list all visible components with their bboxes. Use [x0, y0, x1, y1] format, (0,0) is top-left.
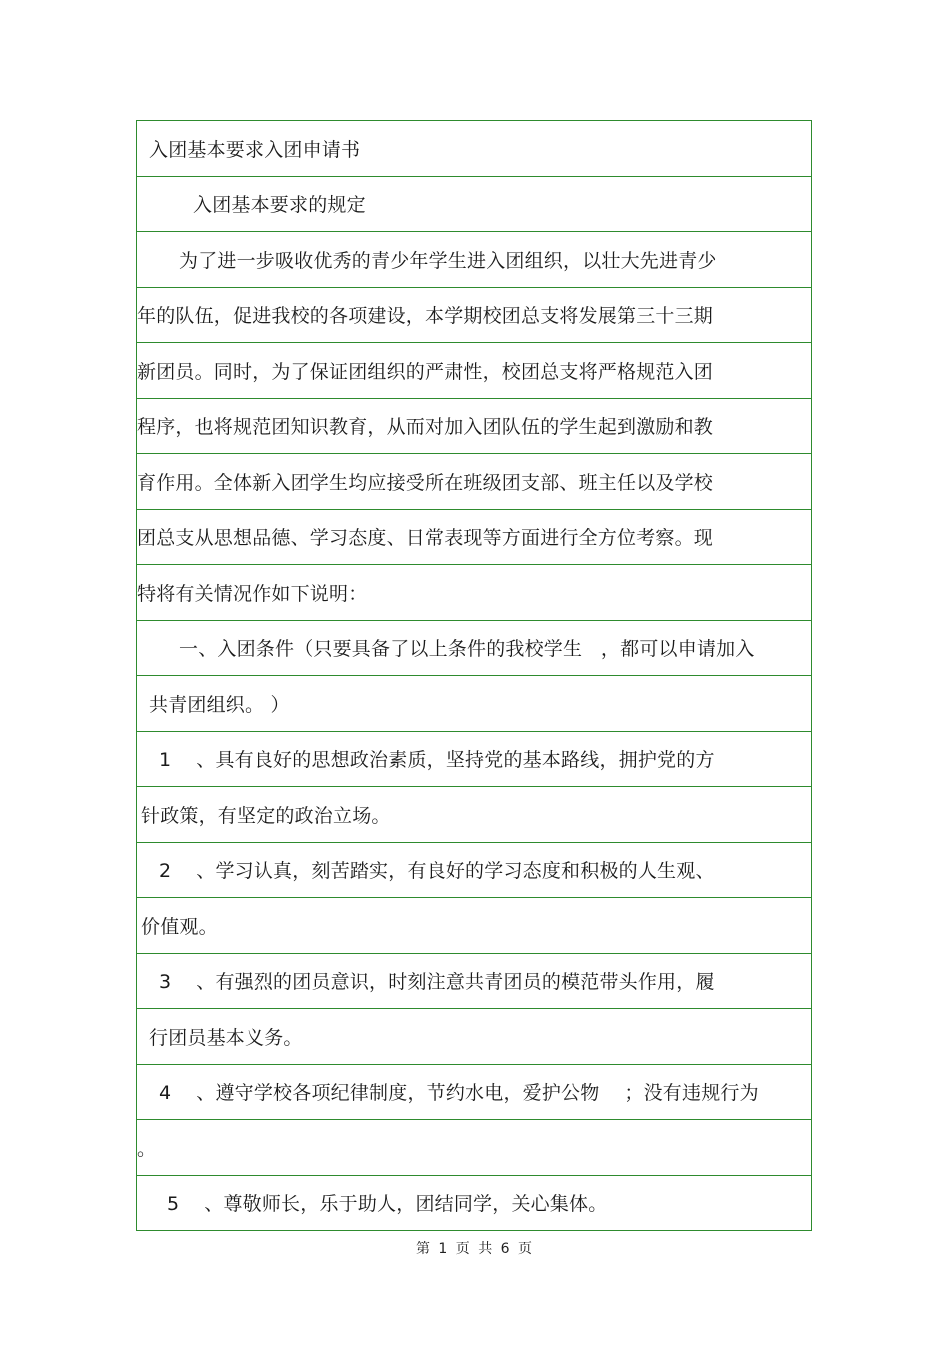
document-line	[137, 1176, 811, 1232]
document-line-text: 5 、尊敬师长，乐于助人，团结同学，关心集体。	[167, 1193, 608, 1216]
document-line	[137, 954, 811, 1010]
document-line-text: 2 、学习认真，刻苦踏实，有良好的学习态度和积极的人生观、	[159, 860, 715, 883]
document-line-text: 育作用。全体新入团学生均应接受所在班级团支部、班主任以及学校	[137, 471, 714, 494]
document-line	[137, 232, 811, 288]
document-line	[137, 121, 811, 177]
document-line	[137, 565, 811, 621]
document-line	[137, 843, 811, 899]
document-line-text: 共青团组织。 ）	[149, 693, 290, 716]
document-line-text: 。	[137, 1137, 157, 1160]
document-line-text: 入团基本要求的规定	[193, 194, 366, 217]
page-footer: 第 1 页 共 6 页	[415, 1241, 535, 1257]
document-body	[136, 120, 812, 1231]
document-line	[137, 676, 811, 732]
document-line-text: 行团员基本义务。	[149, 1026, 303, 1049]
document-line	[137, 1009, 811, 1065]
document-line-text: 为了进一步吸收优秀的青少年学生进入团组织，以壮大先进青少	[179, 249, 717, 272]
document-line-text: 3 、有强烈的团员意识，时刻注意共青团员的模范带头作用，履	[159, 971, 715, 994]
document-line	[137, 1120, 811, 1176]
document-line-text: 特将有关情况作如下说明：	[137, 582, 368, 605]
document-line-text: 4 、遵守学校各项纪律制度，节约水电，爱护公物 ；没有违规行为	[159, 1082, 759, 1105]
document-line	[137, 454, 811, 510]
document-line-text: 入团基本要求入团申请书	[149, 138, 361, 161]
document-line	[137, 399, 811, 455]
document-line-text: 一、入团条件（只要具备了以上条件的我校学生 ，都可以申请加入	[179, 638, 755, 661]
document-line	[137, 621, 811, 677]
document-line	[137, 787, 811, 843]
document-line-text: 团总支从思想品德、学习态度、日常表现等方面进行全方位考察。现	[137, 527, 714, 550]
document-line	[137, 898, 811, 954]
document-line-text: 年的队伍，促进我校的各项建设，本学期校团总支将发展第三十三期	[137, 305, 714, 328]
document-line-text: 1 、具有良好的思想政治素质，坚持党的基本路线，拥护党的方	[159, 749, 715, 772]
document-line-text: 新团员。同时，为了保证团组织的严肃性，校团总支将严格规范入团	[137, 360, 714, 383]
document-line-text: 针政策，有坚定的政治立场。	[141, 804, 391, 827]
document-line	[137, 1065, 811, 1121]
document-line	[137, 343, 811, 399]
document-line-text: 程序，也将规范团知识教育，从而对加入团队伍的学生起到激励和教	[137, 416, 714, 439]
document-line	[137, 177, 811, 233]
document-line-text: 价值观。	[141, 915, 218, 938]
document-line	[137, 732, 811, 788]
document-line	[137, 510, 811, 566]
document-line	[137, 288, 811, 344]
